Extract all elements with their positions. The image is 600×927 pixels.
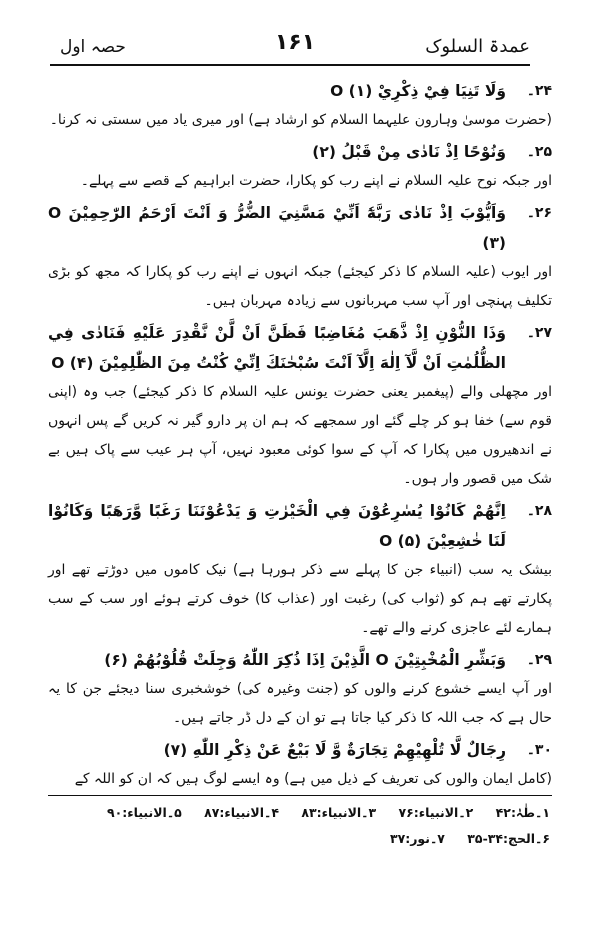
footnote-line [80,800,550,826]
entry-30 [48,735,552,794]
entry-24 [48,76,552,135]
urdu-translation: اور ایوب (علیہ السلام کا ذکر کیجئے) جبکہ انہوں نے اپنے رب کو پکارا کہ مجھ کو بڑی تکلیف پہنچی اور آپ سب مہربانوں سے زیادہ مہربان ہیں۔ [48,264,552,309]
footnote-ref: ۵۔الانبیاء:۹۰ [106,805,182,820]
footnote-rule [48,795,552,796]
urdu-translation: اور جبکہ نوح علیہ السلام نے اپنے رب کو پکارا، حضرت ابراہیم کے قصے سے پہلے۔ [80,173,552,189]
entry-25 [48,137,552,196]
arabic-verse: اِنَّهُمْ كَانُوْا يُسٰرِعُوْنَ فِي الْخَيْرٰتِ وَ يَدْعُوْنَنَا رَغَبًا وَّرَهَبًا وَكَانُوْا لَنَا خٰشِعِيْنَ O (۵) [48,502,506,550]
page-header [60,26,530,62]
arabic-verse: وَلَا تَنِيَا فِيْ ذِكْرِيْ O (۱) [330,82,506,100]
entry-26 [48,198,552,316]
footnote-ref: ۷۔نور:۳۷ [389,831,445,846]
footnote-ref: ۲۔الانبیاء:۷۶ [398,805,474,820]
footnote-ref: ۱۔طٰہٰ:۴۲ [495,805,550,820]
arabic-verse: وَاَيُّوْبَ اِذْ نَادٰى رَبَّهٗٓ اَنِّيْ مَسَّنِيَ الضُّرُّ وَ اَنْتَ اَرْحَمُ الرّٰحِمِيْنَ O (۳) [48,204,506,252]
footnote-ref: ۴۔الانبیاء:۸۷ [204,805,279,820]
page-body [48,76,552,796]
entry-number: ۲۴۔ [526,83,552,99]
book-title: عمدۃ السلوک [425,36,530,57]
urdu-translation: اور آپ ایسے خشوع کرنے والوں کو (جنت وغیرہ کی) خوشخبری سنا دیجئے جن کا یہ حال ہے کہ جب اللہ کا ذکر کیا جاتا ہے تو ان کے دل ڈر جاتے ہیں۔ [48,681,552,726]
arabic-verse: وَنُوْحًا اِذْ نَادٰى مِنْ قَبْلُ (۲) [312,143,506,161]
entry-27 [48,318,552,494]
urdu-translation: بیشک یہ سب (انبیاء جن کا پہلے سے ذکر ہورہا ہے) نیک کاموں میں دوڑتے تھے اور پکارتے تھے ہم کو (ثواب کی) رغبت اور (عذاب کا) خوف کرتے ہوئے اور سب کے سب ہمارے لئے عاجزی کرنے والے تھے۔ [48,562,552,636]
entry-number: ۳۰۔ [526,742,552,758]
footnotes [80,800,550,852]
entry-number: ۲۹۔ [526,652,552,668]
footnote-line [80,826,550,852]
entry-28 [48,496,552,643]
arabic-verse: وَذَا النُّوْنِ اِذْ ذَّهَبَ مُغَاضِبًا فَظَنَّ اَنْ لَّنْ نَّقْدِرَ عَلَيْهِ فَنَادٰى فِي الظُّلُمٰتِ اَنْ لَّآ اِلٰهَ اِلَّآ اَنْتَ سُبْحٰنَكَ اِنِّيْ كُنْتُ مِنَ الظّٰلِمِيْنَ O (۴) [48,324,506,372]
arabic-verse: رِجَالٌ لَّا تُلْهِيْهِمْ تِجَارَةٌ وَّ لَا بَيْعٌ عَنْ ذِكْرِ اللّٰهِ (۷) [163,741,506,759]
entry-29 [48,645,552,733]
footnote-ref: ۳۔الانبیاء:۸۳ [301,805,377,820]
entry-number: ۲۸۔ [526,503,552,519]
page-number: ۱۶۱ [274,30,316,55]
urdu-translation: اور مچھلی والے (پیغمبر یعنی حضرت یونس علیہ السلام کا ذکر کیجئے) جب وہ (اپنی قوم سے) خفا ہو کر چلے گئے اور سمجھے کہ ہم ان پر دارو گیر نہ کریں گے پس انہوں نے اندھیروں میں پکارا کہ آپ کے سوا کوئی معبود نہیں، آپ ہر عیب سے پاک ہیں بے شک میں قصور وار ہوں۔ [48,384,552,487]
entry-number: ۲۷۔ [526,325,552,341]
entry-number: ۲۵۔ [526,144,552,160]
urdu-translation: (کامل ایمان والوں کی تعریف کے ذیل میں ہے) وہ ایسے لوگ ہیں کہ ان کو اللہ کے [74,771,552,787]
footnote-ref: ۶۔الحج:۳۴-۳۵ [467,831,550,846]
part-label: حصہ اول [60,37,126,57]
urdu-translation: (حضرت موسیٰ وہارون علیہما السلام کو ارشاد ہے) اور میری یاد میں سستی نہ کرنا۔ [49,112,552,128]
entry-number: ۲۶۔ [526,205,552,221]
header-rule [50,64,530,66]
arabic-verse: وَبَشِّرِ الْمُخْبِتِيْنَ O الَّذِيْنَ اِذَا ذُكِرَ اللّٰهُ وَجِلَتْ قُلُوْبُهُمْ (۶) [104,651,506,669]
